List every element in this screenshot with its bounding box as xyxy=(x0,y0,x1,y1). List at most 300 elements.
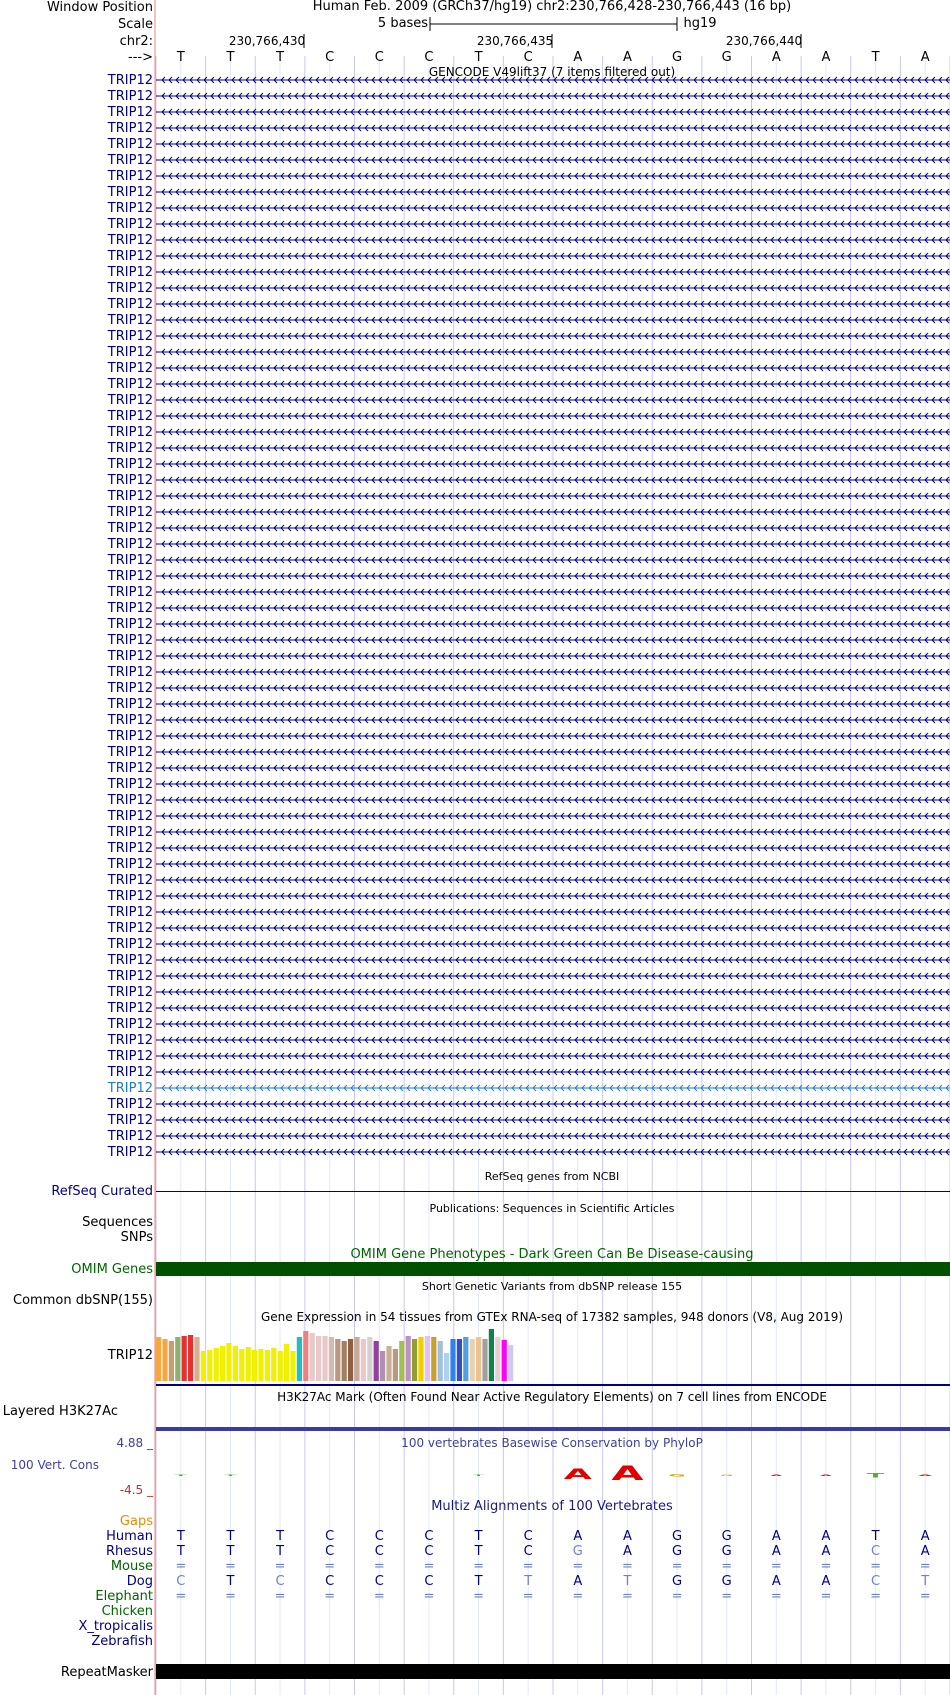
multiz-base: C xyxy=(325,1574,335,1589)
gencode-gene-label[interactable]: TRIP12 xyxy=(107,825,153,840)
gtex-tissue-bar xyxy=(258,1349,263,1381)
multiz-base: = xyxy=(770,1589,782,1604)
gencode-transcript[interactable] xyxy=(156,332,950,340)
gencode-transcript[interactable] xyxy=(156,1004,950,1012)
gencode-transcript[interactable] xyxy=(156,300,950,308)
gencode-transcript[interactable] xyxy=(156,908,950,916)
gtex-tissue-bar xyxy=(444,1353,449,1381)
gencode-gene-label[interactable]: TRIP12 xyxy=(107,505,153,520)
gencode-transcript[interactable] xyxy=(156,476,950,484)
gtex-tissue-bar xyxy=(156,1337,161,1381)
gencode-gene-label[interactable]: TRIP12 xyxy=(107,809,153,824)
gtex-tissue-bar xyxy=(374,1341,379,1381)
gencode-gene-label[interactable]: TRIP12 xyxy=(107,265,153,280)
gtex-tissue-bar xyxy=(239,1349,244,1381)
conservation-letter: A xyxy=(918,1474,933,1477)
h3k27ac-title: H3K27Ac Mark (Often Found Near Active Regulatory Elements) on 7 cell lines from ENCODE xyxy=(277,1390,827,1404)
conservation-letter: A xyxy=(770,1474,783,1477)
gencode-gene-label[interactable]: TRIP12 xyxy=(107,409,153,424)
gencode-gene-label[interactable]: TRIP12 xyxy=(107,921,153,936)
gencode-transcript[interactable] xyxy=(156,172,950,180)
window-position-label: Window Position xyxy=(46,0,153,15)
conservation-letter: T xyxy=(224,1474,237,1477)
multiz-base: C xyxy=(374,1574,384,1589)
multiz-base: = xyxy=(721,1589,733,1604)
multiz-base: C xyxy=(424,1529,434,1544)
gencode-transcript[interactable] xyxy=(156,844,950,852)
gtex-tissue-bar xyxy=(278,1351,283,1381)
gencode-transcript[interactable] xyxy=(156,204,950,212)
gtex-tissue-bar xyxy=(284,1344,289,1381)
multiz-base: C xyxy=(523,1544,533,1559)
gtex-tissue-bar xyxy=(342,1341,347,1381)
gencode-gene-label[interactable]: TRIP12 xyxy=(107,969,153,984)
multiz-base: T xyxy=(921,1574,930,1589)
strand-label: ---> xyxy=(128,50,153,65)
gencode-transcript[interactable] xyxy=(156,1020,950,1028)
gencode-transcript[interactable] xyxy=(156,220,950,228)
gencode-gene-label[interactable]: TRIP12 xyxy=(107,489,153,504)
db-text: hg19 xyxy=(683,16,717,31)
gtex-tissue-bar xyxy=(463,1337,468,1381)
gencode-gene-label[interactable]: TRIP12 xyxy=(107,1145,153,1160)
multiz-base: T xyxy=(871,1529,880,1544)
multiz-base: = xyxy=(423,1589,435,1604)
scale-label: Scale xyxy=(118,17,153,32)
gencode-transcript[interactable] xyxy=(156,140,950,148)
gencode-gene-label[interactable]: TRIP12 xyxy=(107,169,153,184)
gtex-tissue-bar xyxy=(431,1337,436,1381)
sequence-base: T xyxy=(871,50,880,65)
gencode-transcript[interactable] xyxy=(156,268,950,276)
gencode-gene-label[interactable]: TRIP12 xyxy=(107,777,153,792)
gencode-gene-label[interactable]: TRIP12 xyxy=(107,425,153,440)
gencode-transcript[interactable] xyxy=(156,1052,950,1060)
gencode-transcript[interactable] xyxy=(156,1036,950,1044)
multiz-base: C xyxy=(325,1529,335,1544)
gencode-gene-label[interactable]: TRIP12 xyxy=(107,185,153,200)
gencode-transcript[interactable] xyxy=(156,620,950,628)
gencode-gene-label[interactable]: TRIP12 xyxy=(107,521,153,536)
gencode-gene-label[interactable]: TRIP12 xyxy=(107,761,153,776)
gencode-gene-label[interactable]: TRIP12 xyxy=(107,553,153,568)
sequences-label[interactable]: Sequences xyxy=(82,1215,153,1230)
gencode-transcript[interactable] xyxy=(156,892,950,900)
multiz-base: = xyxy=(324,1559,336,1574)
gtex-tissue-bar xyxy=(226,1343,231,1381)
conservation-letter: T xyxy=(174,1474,188,1477)
gencode-gene-label[interactable]: TRIP12 xyxy=(107,73,153,88)
gtex-label[interactable]: TRIP12 xyxy=(107,1348,153,1363)
gencode-gene-label[interactable]: TRIP12 xyxy=(107,297,153,312)
multiz-species-label[interactable]: Dog xyxy=(126,1574,153,1589)
gtex-tissue-bar xyxy=(207,1350,212,1381)
gencode-gene-label[interactable]: TRIP12 xyxy=(107,345,153,360)
gencode-gene-label[interactable]: TRIP12 xyxy=(107,857,153,872)
gencode-gene-label[interactable]: TRIP12 xyxy=(107,89,153,104)
multiz-base: = xyxy=(572,1589,584,1604)
multiz-base: C xyxy=(275,1574,285,1589)
multiz-base: C xyxy=(424,1544,434,1559)
gtex-tissue-bar xyxy=(162,1339,167,1381)
refseq-line[interactable] xyxy=(156,1191,950,1192)
sequence-base: A xyxy=(573,50,583,65)
gencode-transcript[interactable] xyxy=(156,748,950,756)
multiz-base: T xyxy=(474,1574,483,1589)
multiz-base: G xyxy=(721,1544,732,1559)
gencode-transcript[interactable] xyxy=(156,108,950,116)
conservation-label[interactable]: 100 Vert. Cons xyxy=(10,1458,99,1472)
gencode-transcript[interactable] xyxy=(156,92,950,100)
multiz-base: A xyxy=(771,1574,781,1589)
multiz-base: T xyxy=(623,1574,632,1589)
gencode-gene-label[interactable]: TRIP12 xyxy=(107,473,153,488)
gencode-transcript[interactable] xyxy=(156,956,950,964)
refseq-title: RefSeq genes from NCBI xyxy=(484,1170,620,1183)
conservation-logo[interactable] xyxy=(0,1460,950,1490)
gencode-transcript[interactable] xyxy=(156,252,950,260)
multiz-base: G xyxy=(721,1574,732,1589)
gencode-gene-label[interactable]: TRIP12 xyxy=(107,665,153,680)
multiz-species-label[interactable]: Rhesus xyxy=(105,1544,153,1559)
multiz-base: C xyxy=(424,1574,434,1589)
gencode-gene-label[interactable]: TRIP12 xyxy=(107,377,153,392)
gtex-tissue-bar xyxy=(303,1331,308,1381)
multiz-base: T xyxy=(524,1574,533,1589)
gencode-gene-label[interactable]: TRIP12 xyxy=(107,1049,153,1064)
gencode-transcript[interactable] xyxy=(156,668,950,676)
conservation-letter: A xyxy=(611,1462,644,1485)
gencode-gene-label[interactable]: TRIP12 xyxy=(107,361,153,376)
multiz-base: A xyxy=(622,1544,632,1559)
conservation-max: 4.88 _ xyxy=(116,1436,153,1450)
gtex-tissue-bar xyxy=(386,1346,391,1381)
gencode-gene-label[interactable]: TRIP12 xyxy=(107,1097,153,1112)
gtex-tissue-bar xyxy=(246,1347,251,1381)
sequence-base: C xyxy=(325,50,335,65)
multiz-species-label[interactable]: Zebrafish xyxy=(91,1634,153,1649)
multiz-base: = xyxy=(224,1589,236,1604)
coord-label: 230,766,430 xyxy=(228,34,306,48)
dbsnp-label[interactable]: Common dbSNP(155) xyxy=(13,1293,153,1308)
gencode-transcript[interactable] xyxy=(156,860,950,868)
gtex-tissue-bar xyxy=(502,1340,507,1381)
gaps-label[interactable]: Gaps xyxy=(119,1514,153,1529)
conservation-min: -4.5 _ xyxy=(119,1483,153,1497)
gtex-tissue-bar xyxy=(399,1341,404,1381)
gencode-gene-label[interactable]: TRIP12 xyxy=(107,201,153,216)
gencode-transcript[interactable] xyxy=(156,588,950,596)
multiz-base: A xyxy=(771,1544,781,1559)
coord-label: 230,766,435 xyxy=(476,34,554,48)
multiz-base: = xyxy=(820,1559,832,1574)
gtex-tissue-bar xyxy=(354,1337,359,1381)
gencode-transcript[interactable] xyxy=(156,684,950,692)
gtex-tissue-bar xyxy=(175,1337,180,1381)
assembly-position[interactable]: Human Feb. 2009 (GRCh37/hg19) chr2:230,766,428-230,766,443 (16 bp) xyxy=(312,0,792,14)
gencode-gene-label[interactable]: TRIP12 xyxy=(107,249,153,264)
multiz-base: = xyxy=(274,1589,286,1604)
gencode-transcript[interactable] xyxy=(156,796,950,804)
gencode-gene-label[interactable]: TRIP12 xyxy=(107,313,153,328)
gtex-tissue-bar xyxy=(271,1348,276,1381)
multiz-base: = xyxy=(870,1559,882,1574)
multiz-base: A xyxy=(573,1529,583,1544)
gtex-tissue-bar xyxy=(438,1341,443,1381)
gencode-transcript[interactable] xyxy=(156,924,950,932)
gencode-gene-label[interactable]: TRIP12 xyxy=(107,953,153,968)
multiz-base: T xyxy=(226,1574,235,1589)
gencode-gene-label[interactable]: TRIP12 xyxy=(107,1081,153,1096)
gencode-gene-label[interactable]: TRIP12 xyxy=(107,745,153,760)
multiz-base: G xyxy=(672,1574,683,1589)
multiz-base: C xyxy=(871,1544,881,1559)
repeatmasker-bar[interactable] xyxy=(156,1664,950,1679)
gencode-transcript[interactable] xyxy=(156,556,950,564)
gencode-transcript[interactable] xyxy=(156,1068,950,1076)
gtex-tissue-bar xyxy=(425,1336,430,1381)
multiz-base: = xyxy=(820,1589,832,1604)
gencode-gene-label[interactable]: TRIP12 xyxy=(107,153,153,168)
sequence-base: G xyxy=(721,50,732,65)
gencode-gene-label[interactable]: TRIP12 xyxy=(107,873,153,888)
gencode-transcript[interactable] xyxy=(156,1100,950,1108)
multiz-base: = xyxy=(919,1589,931,1604)
multiz-base: T xyxy=(276,1544,285,1559)
gtex-title: Gene Expression in 54 tissues from GTEx RNA-seq of 17382 samples, 948 donors (V8, Aug 2019) xyxy=(260,1310,844,1324)
gencode-transcript[interactable] xyxy=(156,444,950,452)
gencode-gene-label[interactable]: TRIP12 xyxy=(107,1001,153,1016)
gencode-gene-label[interactable]: TRIP12 xyxy=(107,1065,153,1080)
gtex-tissue-bar xyxy=(233,1346,238,1381)
multiz-base: C xyxy=(325,1544,335,1559)
sequence-base: A xyxy=(821,50,831,65)
gencode-transcript[interactable] xyxy=(156,396,950,404)
multiz-base: A xyxy=(573,1574,583,1589)
repeatmasker-label[interactable]: RepeatMasker xyxy=(60,1665,153,1680)
conservation-letter: A xyxy=(563,1465,592,1483)
multiz-base: = xyxy=(621,1559,633,1574)
gencode-gene-label[interactable]: TRIP12 xyxy=(107,697,153,712)
gencode-transcript[interactable] xyxy=(156,940,950,948)
conservation-title: 100 vertebrates Basewise Conservation by PhyloP xyxy=(401,1436,703,1450)
gtex-tissue-bar xyxy=(220,1346,225,1381)
gencode-gene-label[interactable]: TRIP12 xyxy=(107,1017,153,1032)
multiz-base: = xyxy=(324,1589,336,1604)
gencode-gene-label[interactable]: TRIP12 xyxy=(107,905,153,920)
gencode-transcript[interactable] xyxy=(156,716,950,724)
sequence-base: T xyxy=(276,50,285,65)
gtex-tissue-bar xyxy=(393,1349,398,1381)
gtex-tissue-bar xyxy=(361,1339,366,1381)
multiz-base: = xyxy=(224,1559,236,1574)
multiz-species-label[interactable]: Mouse xyxy=(110,1559,153,1574)
gencode-transcript[interactable] xyxy=(156,732,950,740)
refseq-label[interactable]: RefSeq Curated xyxy=(51,1184,153,1199)
multiz-base: A xyxy=(821,1544,831,1559)
sequence-base: C xyxy=(424,50,434,65)
gencode-gene-label[interactable]: TRIP12 xyxy=(107,281,153,296)
gencode-gene-label[interactable]: TRIP12 xyxy=(107,617,153,632)
gtex-tissue-bar xyxy=(412,1339,417,1381)
gencode-gene-label[interactable]: TRIP12 xyxy=(107,841,153,856)
multiz-base: A xyxy=(920,1544,930,1559)
multiz-base: C xyxy=(176,1574,186,1589)
gencode-gene-label[interactable]: TRIP12 xyxy=(107,985,153,1000)
multiz-species-label[interactable]: Elephant xyxy=(95,1589,153,1604)
gencode-gene-label[interactable]: TRIP12 xyxy=(107,457,153,472)
gencode-transcript[interactable] xyxy=(156,76,950,84)
gencode-gene-label[interactable]: TRIP12 xyxy=(107,569,153,584)
gencode-gene-label[interactable]: TRIP12 xyxy=(107,585,153,600)
gtex-tissue-bar xyxy=(322,1336,327,1381)
gtex-tissue-bar xyxy=(265,1350,270,1381)
gtex-tissue-bar xyxy=(406,1336,411,1381)
multiz-species-label[interactable]: Chicken xyxy=(101,1604,153,1619)
gtex-tissue-bar xyxy=(310,1333,315,1381)
gencode-transcript[interactable] xyxy=(156,460,950,468)
multiz-base: = xyxy=(522,1589,534,1604)
gencode-transcript[interactable] xyxy=(156,876,950,884)
gencode-transcript[interactable] xyxy=(156,492,950,500)
sequence-base: T xyxy=(474,50,483,65)
h3k27ac-bar[interactable] xyxy=(156,1427,950,1431)
multiz-base: = xyxy=(274,1559,286,1574)
gtex-tissue-bar xyxy=(470,1339,475,1381)
gtex-tissue-bar xyxy=(329,1337,334,1381)
gtex-tissue-bar xyxy=(476,1337,481,1381)
gencode-gene-label[interactable]: TRIP12 xyxy=(107,217,153,232)
gencode-transcript[interactable] xyxy=(156,700,950,708)
gencode-transcript[interactable] xyxy=(156,412,950,420)
gtex-tissue-bar xyxy=(201,1351,206,1381)
gencode-gene-label[interactable]: TRIP12 xyxy=(107,937,153,952)
coord-label: 230,766,440 xyxy=(725,34,803,48)
gencode-gene-label[interactable]: TRIP12 xyxy=(107,393,153,408)
sequence-base: T xyxy=(226,50,235,65)
gencode-transcript[interactable] xyxy=(156,1148,950,1156)
gtex-tissue-bar xyxy=(182,1336,187,1381)
gencode-gene-label[interactable]: TRIP12 xyxy=(107,649,153,664)
gtex-tissue-bar xyxy=(380,1351,385,1381)
gencode-gene-label[interactable]: TRIP12 xyxy=(107,681,153,696)
sequence-base: A xyxy=(920,50,930,65)
gencode-gene-label[interactable]: TRIP12 xyxy=(107,233,153,248)
gencode-transcript[interactable] xyxy=(156,636,950,644)
gencode-gene-label[interactable]: TRIP12 xyxy=(107,633,153,648)
gencode-gene-label[interactable]: TRIP12 xyxy=(107,1113,153,1128)
multiz-base: = xyxy=(721,1559,733,1574)
gtex-tissue-bar xyxy=(252,1350,257,1381)
gencode-transcript[interactable] xyxy=(156,652,950,660)
gencode-transcript[interactable] xyxy=(156,540,950,548)
gtex-tissue-bar xyxy=(335,1339,340,1381)
gencode-gene-label[interactable]: TRIP12 xyxy=(107,601,153,616)
gencode-transcript[interactable] xyxy=(156,828,950,836)
multiz-species-label[interactable]: X_tropicalis xyxy=(78,1619,153,1634)
multiz-base: T xyxy=(226,1529,235,1544)
gencode-gene-label[interactable]: TRIP12 xyxy=(107,729,153,744)
gencode-transcript[interactable] xyxy=(156,764,950,772)
gencode-gene-label[interactable]: TRIP12 xyxy=(107,137,153,152)
multiz-base: G xyxy=(572,1544,583,1559)
multiz-base: = xyxy=(373,1589,385,1604)
multiz-base: C xyxy=(374,1544,384,1559)
gtex-tissue-bar xyxy=(450,1339,455,1381)
gencode-transcript[interactable] xyxy=(156,508,950,516)
gencode-gene-label[interactable]: TRIP12 xyxy=(107,537,153,552)
gencode-gene-label[interactable]: TRIP12 xyxy=(107,105,153,120)
gencode-gene-label[interactable]: TRIP12 xyxy=(107,329,153,344)
multiz-base: = xyxy=(423,1559,435,1574)
multiz-species-label[interactable]: Human xyxy=(106,1529,153,1544)
gtex-tissue-bar xyxy=(297,1337,302,1381)
gencode-transcript[interactable] xyxy=(156,124,950,132)
gtex-tissue-bar xyxy=(290,1351,295,1381)
gencode-gene-label[interactable]: TRIP12 xyxy=(107,121,153,136)
multiz-base: = xyxy=(473,1589,485,1604)
gencode-gene-label[interactable]: TRIP12 xyxy=(107,1033,153,1048)
gtex-tissue-bar xyxy=(214,1348,219,1381)
omim-bar[interactable] xyxy=(156,1262,950,1276)
gencode-transcript[interactable] xyxy=(156,188,950,196)
gencode-transcript[interactable] xyxy=(156,812,950,820)
multiz-base: = xyxy=(572,1559,584,1574)
multiz-base: A xyxy=(920,1529,930,1544)
dbsnp-title: Short Genetic Variants from dbSNP release 155 xyxy=(421,1280,683,1293)
gencode-transcript[interactable] xyxy=(156,1116,950,1124)
gencode-transcript[interactable] xyxy=(156,1132,950,1140)
sequence-base: T xyxy=(176,50,185,65)
gtex-tissue-bar xyxy=(418,1337,423,1381)
gencode-transcript[interactable] xyxy=(156,348,950,356)
gencode-transcript[interactable] xyxy=(156,284,950,292)
gencode-transcript[interactable] xyxy=(156,780,950,788)
multiz-base: = xyxy=(373,1559,385,1574)
gencode-transcript[interactable] xyxy=(156,380,950,388)
omim-label[interactable]: OMIM Genes xyxy=(71,1262,153,1277)
gtex-tissue-bar xyxy=(194,1337,199,1381)
gencode-transcript[interactable] xyxy=(156,972,950,980)
h3k27ac-label[interactable]: Layered H3K27Ac xyxy=(2,1404,118,1419)
gencode-transcript[interactable] xyxy=(156,988,950,996)
gencode-transcript[interactable] xyxy=(156,364,950,372)
gtex-chart[interactable] xyxy=(0,1320,950,1390)
sequence-base: A xyxy=(771,50,781,65)
gencode-transcript[interactable] xyxy=(156,1084,950,1092)
gencode-gene-label[interactable]: TRIP12 xyxy=(107,793,153,808)
multiz-base: T xyxy=(276,1529,285,1544)
gencode-transcript[interactable] xyxy=(156,572,950,580)
multiz-base: T xyxy=(176,1529,185,1544)
gencode-gene-label[interactable]: TRIP12 xyxy=(107,713,153,728)
gencode-transcript[interactable] xyxy=(156,604,950,612)
gencode-gene-label[interactable]: TRIP12 xyxy=(107,441,153,456)
publications-title: Publications: Sequences in Scientific Articles xyxy=(429,1202,675,1215)
multiz-base: C xyxy=(523,1529,533,1544)
gencode-transcript[interactable] xyxy=(156,156,950,164)
gencode-transcript[interactable] xyxy=(156,236,950,244)
gtex-tissue-bar xyxy=(169,1341,174,1381)
gencode-gene-label[interactable]: TRIP12 xyxy=(107,889,153,904)
conservation-letter: T xyxy=(473,1474,484,1477)
gencode-transcript[interactable] xyxy=(156,524,950,532)
multiz-base: T xyxy=(474,1529,483,1544)
gencode-transcript[interactable] xyxy=(156,316,950,324)
gencode-gene-label[interactable]: TRIP12 xyxy=(107,1129,153,1144)
gencode-transcript[interactable] xyxy=(156,428,950,436)
snps-label[interactable]: SNPs xyxy=(120,1230,153,1245)
